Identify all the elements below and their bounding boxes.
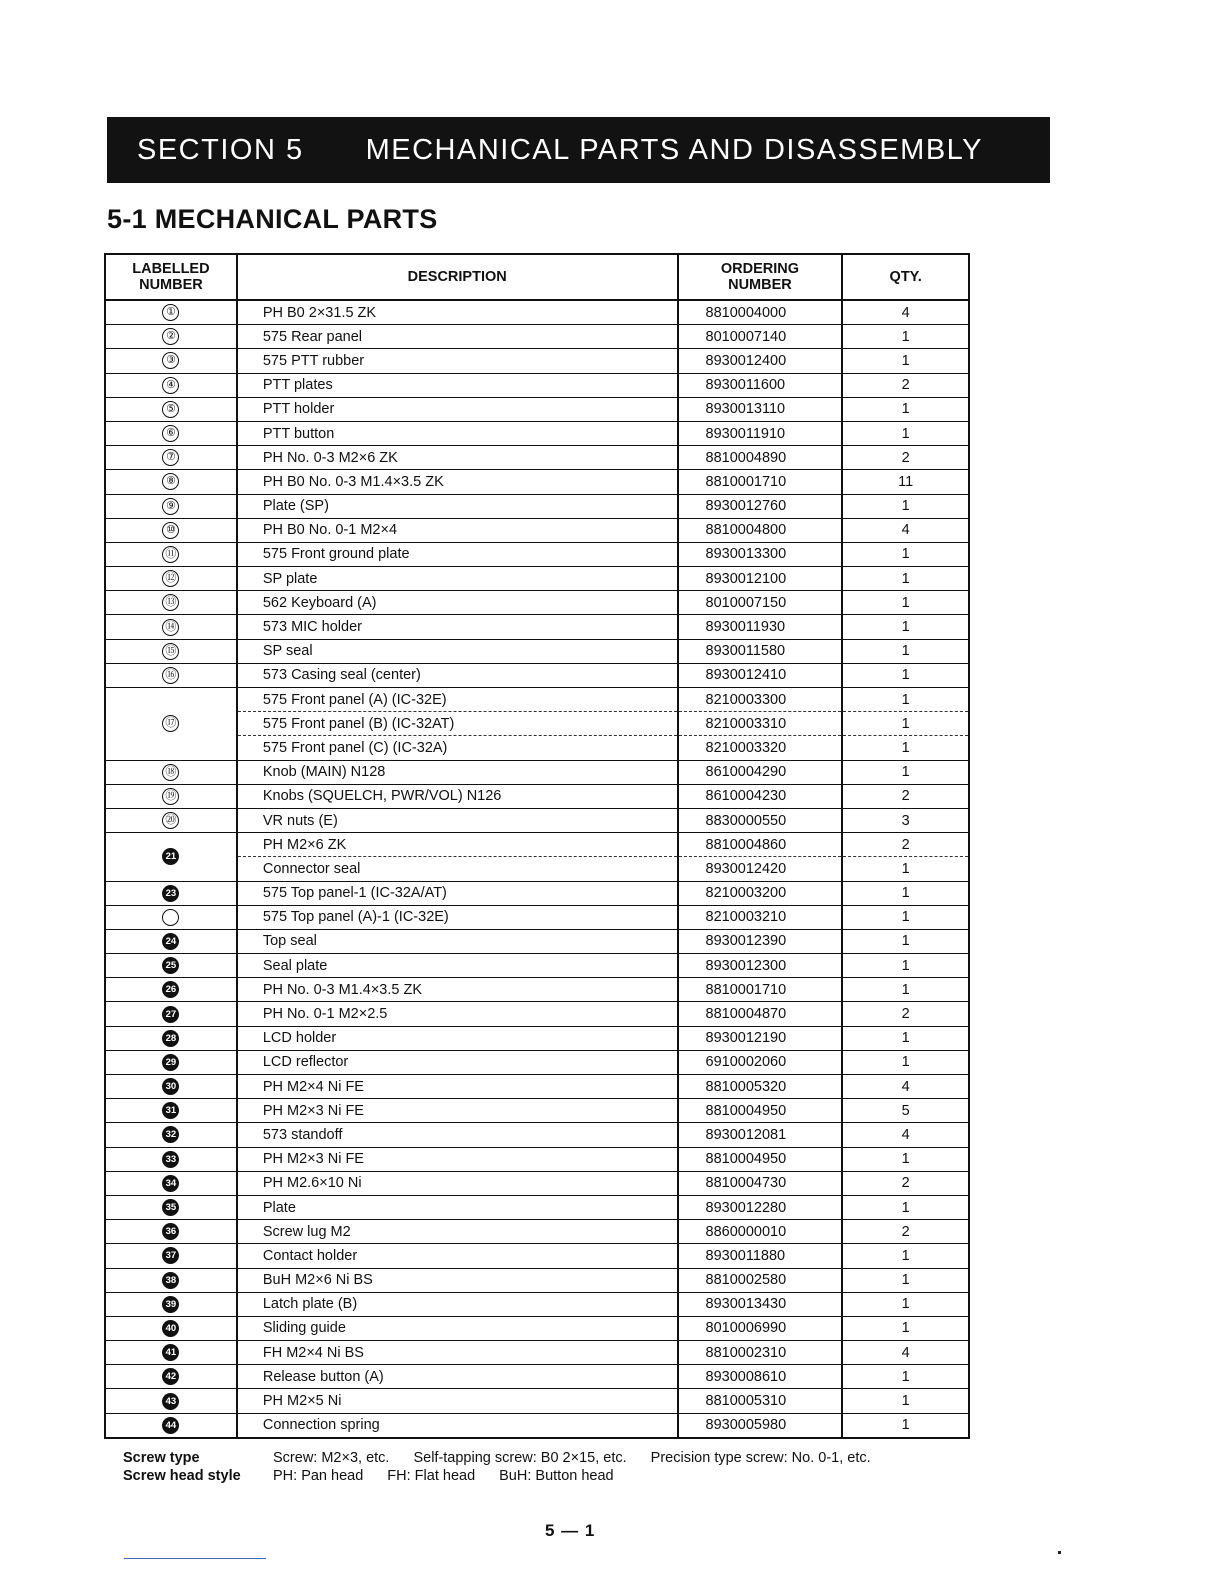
table-row (105, 639, 969, 663)
qty-cell: 1 (842, 760, 969, 784)
ordering-number-cell: 8210003210 (678, 905, 843, 929)
description-cell: LCD holder (237, 1026, 678, 1050)
labelled-number-cell (105, 1026, 237, 1050)
description-cell: PH B0 No. 0-3 M1.4×3.5 ZK (237, 470, 678, 494)
labelled-number-cell (105, 639, 237, 663)
circled-number: 23 (162, 885, 179, 902)
description-cell: PH M2×4 Ni FE (237, 1075, 678, 1099)
table-row (105, 905, 969, 929)
circled-number: 42 (162, 1368, 179, 1385)
circled-number: 28 (162, 1030, 179, 1047)
table-row (105, 446, 969, 470)
labelled-number-cell (105, 470, 237, 494)
qty-cell: 1 (842, 736, 969, 760)
qty-cell: 1 (842, 349, 969, 373)
description-cell: 575 Front ground plate (237, 542, 678, 566)
labelled-number-cell (105, 808, 237, 832)
circled-number: ⑪ (162, 546, 179, 563)
labelled-number-cell (105, 1123, 237, 1147)
ordering-number-cell: 8930011910 (678, 421, 843, 445)
description-cell: PH M2×3 Ni FE (237, 1147, 678, 1171)
labelled-number-cell (105, 1002, 237, 1026)
labelled-number-cell (105, 518, 237, 542)
ordering-number-cell: 8810004000 (678, 300, 843, 325)
head-style-row (123, 1467, 871, 1485)
notes (123, 1449, 871, 1485)
labelled-number-cell (105, 1244, 237, 1268)
ordering-number-cell: 8810001710 (678, 978, 843, 1002)
table-row (105, 470, 969, 494)
qty-cell: 1 (842, 688, 969, 712)
qty-cell: 4 (842, 1075, 969, 1099)
description-cell: Sliding guide (237, 1316, 678, 1340)
table-row (105, 542, 969, 566)
labelled-number-cell (105, 591, 237, 615)
qty-cell: 2 (842, 373, 969, 397)
ordering-number-cell: 8860000010 (678, 1220, 843, 1244)
ordering-number-cell: 8810002310 (678, 1341, 843, 1365)
ordering-number-cell: 8930012410 (678, 663, 843, 687)
ordering-number-cell: 8930011600 (678, 373, 843, 397)
description-cell: Knob (MAIN) N128 (237, 760, 678, 784)
ordering-number-cell: 8210003300 (678, 688, 843, 712)
description-cell: FH M2×4 Ni BS (237, 1341, 678, 1365)
ordering-number-cell: 8930012190 (678, 1026, 843, 1050)
labelled-number-cell (105, 373, 237, 397)
table-row (105, 1050, 969, 1074)
table-row (105, 1075, 969, 1099)
table-row (105, 615, 969, 639)
description-cell: SP seal (237, 639, 678, 663)
ordering-number-cell: 8930012400 (678, 349, 843, 373)
labelled-number-cell (105, 1365, 237, 1389)
description-cell: 575 Front panel (B) (IC-32AT) (237, 712, 678, 736)
circled-number: ⑧ (162, 473, 179, 490)
description-cell: 575 Rear panel (237, 325, 678, 349)
qty-cell: 1 (842, 857, 969, 881)
description-cell: PTT button (237, 421, 678, 445)
labelled-number-cell (105, 567, 237, 591)
labelled-number-cell (105, 1171, 237, 1195)
circled-number: 31 (162, 1102, 179, 1119)
labelled-number-cell (105, 421, 237, 445)
labelled-number-cell (105, 663, 237, 687)
qty-cell: 1 (842, 1316, 969, 1340)
ordering-number-cell: 6910002060 (678, 1050, 843, 1074)
subsection-heading: 5-1 MECHANICAL PARTS (107, 204, 438, 234)
circled-number: 30 (162, 1078, 179, 1095)
ordering-number-cell: 8810004870 (678, 1002, 843, 1026)
table-row (105, 567, 969, 591)
table-row (105, 421, 969, 445)
labelled-number-cell (105, 688, 237, 761)
section-banner (107, 117, 1050, 183)
description-cell: 573 MIC holder (237, 615, 678, 639)
qty-cell: 1 (842, 1147, 969, 1171)
description-cell: Release button (A) (237, 1365, 678, 1389)
table-row (105, 518, 969, 542)
circled-number: 37 (162, 1247, 179, 1264)
ordering-number-cell: 8810001710 (678, 470, 843, 494)
circled-number: ④ (162, 377, 179, 394)
description-cell: PTT holder (237, 397, 678, 421)
description-cell: PH No. 0-3 M2×6 ZK (237, 446, 678, 470)
table-row (105, 1341, 969, 1365)
circled-number: 41 (162, 1344, 179, 1361)
table-row (105, 978, 969, 1002)
qty-cell: 2 (842, 1220, 969, 1244)
description-cell: PH No. 0-1 M2×2.5 (237, 1002, 678, 1026)
description-cell: 562 Keyboard (A) (237, 591, 678, 615)
section-title: MECHANICAL PARTS AND DISASSEMBLY (365, 133, 984, 166)
labelled-number-cell (105, 1292, 237, 1316)
circled-number: ⑩ (162, 522, 179, 539)
qty-cell: 1 (842, 1244, 969, 1268)
labelled-number-cell (105, 1268, 237, 1292)
description-cell: Contact holder (237, 1244, 678, 1268)
circled-number: 21 (162, 848, 179, 865)
qty-cell: 1 (842, 905, 969, 929)
ordering-number-cell: 8930013300 (678, 542, 843, 566)
description-cell: 575 Top panel-1 (IC-32A/AT) (237, 881, 678, 905)
description-cell: 575 Top panel (A)-1 (IC-32E) (237, 905, 678, 929)
ordering-number-cell: 8010006990 (678, 1316, 843, 1340)
description-cell: PH M2×5 Ni (237, 1389, 678, 1413)
circled-number (162, 909, 179, 926)
ordering-number-cell: 8010007140 (678, 325, 843, 349)
ordering-number-cell: 8930005980 (678, 1413, 843, 1438)
table-row (105, 300, 969, 325)
qty-cell: 4 (842, 1123, 969, 1147)
qty-cell: 1 (842, 615, 969, 639)
ordering-number-cell: 8930013430 (678, 1292, 843, 1316)
table-row (105, 1389, 969, 1413)
ordering-number-cell: 8930012760 (678, 494, 843, 518)
description-cell: PH M2×6 ZK (237, 833, 678, 857)
circled-number: 29 (162, 1054, 179, 1071)
ordering-number-cell: 8930011930 (678, 615, 843, 639)
screw-type-label: Screw type (123, 1450, 200, 1466)
labelled-number-cell (105, 1195, 237, 1219)
head-style-1: PH: Pan head (273, 1468, 364, 1484)
ordering-number-cell: 8930008610 (678, 1365, 843, 1389)
description-cell: PTT plates (237, 373, 678, 397)
labelled-number-cell (105, 325, 237, 349)
table-row (105, 1365, 969, 1389)
description-cell: 573 standoff (237, 1123, 678, 1147)
table-row (105, 1195, 969, 1219)
table-row (105, 1147, 969, 1171)
ordering-number-cell: 8830000550 (678, 808, 843, 832)
table-body (105, 300, 969, 1438)
description-cell: 575 Front panel (A) (IC-32E) (237, 688, 678, 712)
qty-cell: 1 (842, 954, 969, 978)
description-cell: Connector seal (237, 857, 678, 881)
qty-cell: 1 (842, 542, 969, 566)
circled-number: ② (162, 328, 179, 345)
labelled-number-cell (105, 1316, 237, 1340)
labelled-number-cell (105, 300, 237, 325)
qty-cell: 4 (842, 518, 969, 542)
ordering-number-cell: 8810004800 (678, 518, 843, 542)
table-row (105, 881, 969, 905)
header-qty: QTY. (842, 254, 969, 300)
table-row (105, 1026, 969, 1050)
table-row (105, 954, 969, 978)
circled-number: 33 (162, 1151, 179, 1168)
table-row (105, 663, 969, 687)
ordering-number-cell: 8930011880 (678, 1244, 843, 1268)
description-cell: PH M2.6×10 Ni (237, 1171, 678, 1195)
ordering-number-cell: 8810005310 (678, 1389, 843, 1413)
qty-cell: 2 (842, 446, 969, 470)
qty-cell: 3 (842, 808, 969, 832)
circled-number: 34 (162, 1175, 179, 1192)
ordering-number-cell: 8210003200 (678, 881, 843, 905)
qty-cell: 2 (842, 1002, 969, 1026)
circled-number: 44 (162, 1417, 179, 1434)
ordering-number-cell: 8930012081 (678, 1123, 843, 1147)
qty-cell: 1 (842, 591, 969, 615)
labelled-number-cell (105, 1341, 237, 1365)
qty-cell: 4 (842, 300, 969, 325)
qty-cell: 1 (842, 1195, 969, 1219)
table-row (105, 325, 969, 349)
table-row (105, 494, 969, 518)
screw-type-row (123, 1449, 871, 1467)
qty-cell: 2 (842, 784, 969, 808)
qty-cell: 1 (842, 978, 969, 1002)
circled-number: ⑦ (162, 449, 179, 466)
ordering-number-cell: 8930012420 (678, 857, 843, 881)
qty-cell: 5 (842, 1099, 969, 1123)
qty-cell: 2 (842, 833, 969, 857)
description-cell: PH M2×3 Ni FE (237, 1099, 678, 1123)
circled-number: 40 (162, 1320, 179, 1337)
labelled-number-cell (105, 1413, 237, 1438)
page-number: 5 — 1 (545, 1521, 596, 1540)
qty-cell: 1 (842, 663, 969, 687)
section-number: SECTION 5 (137, 133, 304, 166)
labelled-number-cell (105, 1220, 237, 1244)
ordering-number-cell: 8210003320 (678, 736, 843, 760)
ordering-number-cell: 8930013110 (678, 397, 843, 421)
table-row (105, 1002, 969, 1026)
labelled-number-cell (105, 905, 237, 929)
qty-cell: 1 (842, 639, 969, 663)
circled-number: ⑱ (162, 764, 179, 781)
ordering-number-cell: 8210003310 (678, 712, 843, 736)
description-cell: SP plate (237, 567, 678, 591)
description-cell: 573 Casing seal (center) (237, 663, 678, 687)
description-cell: Connection spring (237, 1413, 678, 1438)
labelled-number-cell (105, 446, 237, 470)
ordering-number-cell: 8810004730 (678, 1171, 843, 1195)
qty-cell: 1 (842, 397, 969, 421)
circled-number: ⑭ (162, 619, 179, 636)
labelled-number-cell (105, 1147, 237, 1171)
circled-number: ⑲ (162, 788, 179, 805)
table-row (105, 1220, 969, 1244)
ordering-number-cell: 8610004230 (678, 784, 843, 808)
table-row (105, 1292, 969, 1316)
screw-type-1: Screw: M2×3, etc. (273, 1450, 390, 1466)
labelled-number-cell (105, 615, 237, 639)
circled-number: 38 (162, 1272, 179, 1289)
circled-number: ⑳ (162, 812, 179, 829)
table-row (105, 1099, 969, 1123)
circled-number: 27 (162, 1006, 179, 1023)
circled-number: 35 (162, 1199, 179, 1216)
table-row (105, 1316, 969, 1340)
header-description: DESCRIPTION (237, 254, 678, 300)
labelled-number-cell (105, 542, 237, 566)
qty-cell: 1 (842, 325, 969, 349)
qty-cell: 1 (842, 421, 969, 445)
description-cell: Seal plate (237, 954, 678, 978)
qty-cell: 4 (842, 1341, 969, 1365)
circled-number: ⑰ (162, 715, 179, 732)
table-row (105, 1171, 969, 1195)
circled-number: 24 (162, 933, 179, 950)
qty-cell: 1 (842, 1292, 969, 1316)
circled-number: ⑬ (162, 594, 179, 611)
qty-cell: 2 (842, 1171, 969, 1195)
circled-number: 39 (162, 1296, 179, 1313)
qty-cell: 1 (842, 1365, 969, 1389)
header-ordering-number: ORDERING NUMBER (678, 254, 843, 300)
labelled-number-cell (105, 784, 237, 808)
qty-cell: 1 (842, 1413, 969, 1438)
labelled-number-cell (105, 349, 237, 373)
labelled-number-cell (105, 1050, 237, 1074)
ordering-number-cell: 8610004290 (678, 760, 843, 784)
qty-cell: 1 (842, 881, 969, 905)
qty-cell: 1 (842, 712, 969, 736)
screw-type-3: Precision type screw: No. 0-1, etc. (650, 1450, 871, 1466)
description-cell: PH B0 No. 0-1 M2×4 (237, 518, 678, 542)
description-cell: PH B0 2×31.5 ZK (237, 300, 678, 325)
labelled-number-cell (105, 397, 237, 421)
table-row (105, 591, 969, 615)
ordering-number-cell: 8930012390 (678, 929, 843, 953)
labelled-number-cell (105, 954, 237, 978)
ordering-number-cell: 8930012300 (678, 954, 843, 978)
description-cell: Latch plate (B) (237, 1292, 678, 1316)
footer-rule (124, 1558, 266, 1559)
table-row (105, 784, 969, 808)
parts-table (104, 253, 970, 1439)
qty-cell: 1 (842, 567, 969, 591)
labelled-number-cell (105, 760, 237, 784)
table-row (105, 1413, 969, 1438)
head-style-3: BuH: Button head (499, 1468, 614, 1484)
ordering-number-cell: 8810004950 (678, 1099, 843, 1123)
table-row (105, 373, 969, 397)
head-style-2: FH: Flat head (387, 1468, 476, 1484)
circled-number: 36 (162, 1223, 179, 1240)
ordering-number-cell: 8010007150 (678, 591, 843, 615)
description-cell: LCD reflector (237, 1050, 678, 1074)
table-row (105, 1123, 969, 1147)
labelled-number-cell (105, 833, 237, 881)
table-header-row (105, 254, 969, 300)
qty-cell: 1 (842, 1050, 969, 1074)
circled-number: 25 (162, 957, 179, 974)
ordering-number-cell: 8810005320 (678, 1075, 843, 1099)
table-row (105, 808, 969, 832)
labelled-number-cell (105, 1075, 237, 1099)
circled-number: 43 (162, 1393, 179, 1410)
description-cell: 575 PTT rubber (237, 349, 678, 373)
table-row (105, 1244, 969, 1268)
ordering-number-cell: 8810004890 (678, 446, 843, 470)
circled-number: ⑤ (162, 401, 179, 418)
labelled-number-cell (105, 1099, 237, 1123)
qty-cell: 1 (842, 1026, 969, 1050)
labelled-number-cell (105, 929, 237, 953)
description-cell: Top seal (237, 929, 678, 953)
description-cell: VR nuts (E) (237, 808, 678, 832)
qty-cell: 11 (842, 470, 969, 494)
ordering-number-cell: 8810004860 (678, 833, 843, 857)
circled-number: ⑮ (162, 643, 179, 660)
head-style-label: Screw head style (123, 1468, 241, 1484)
description-cell: BuH M2×6 Ni BS (237, 1268, 678, 1292)
circled-number: 26 (162, 981, 179, 998)
ordering-number-cell: 8930011580 (678, 639, 843, 663)
circled-number: ⑥ (162, 425, 179, 442)
qty-cell: 1 (842, 1389, 969, 1413)
circled-number: ① (162, 304, 179, 321)
ordering-number-cell: 8810002580 (678, 1268, 843, 1292)
qty-cell: 1 (842, 494, 969, 518)
table-row (105, 929, 969, 953)
table-row (105, 397, 969, 421)
ordering-number-cell: 8810004950 (678, 1147, 843, 1171)
description-cell: Plate (SP) (237, 494, 678, 518)
description-cell: PH No. 0-3 M1.4×3.5 ZK (237, 978, 678, 1002)
table-row (105, 1268, 969, 1292)
circled-number: 32 (162, 1126, 179, 1143)
circled-number: ⑨ (162, 498, 179, 515)
description-cell: Screw lug M2 (237, 1220, 678, 1244)
labelled-number-cell (105, 978, 237, 1002)
qty-cell: 1 (842, 929, 969, 953)
screw-type-2: Self-tapping screw: B0 2×15, etc. (413, 1450, 627, 1466)
description-cell: Plate (237, 1195, 678, 1219)
labelled-number-cell (105, 494, 237, 518)
table-row (105, 833, 969, 857)
circled-number: ⑯ (162, 667, 179, 684)
description-cell: 575 Front panel (C) (IC-32A) (237, 736, 678, 760)
description-cell: Knobs (SQUELCH, PWR/VOL) N126 (237, 784, 678, 808)
labelled-number-cell (105, 1389, 237, 1413)
table-row (105, 349, 969, 373)
table-row (105, 688, 969, 712)
table-row (105, 760, 969, 784)
ordering-number-cell: 8930012100 (678, 567, 843, 591)
stray-mark (1058, 1551, 1061, 1554)
ordering-number-cell: 8930012280 (678, 1195, 843, 1219)
labelled-number-cell (105, 881, 237, 905)
header-labelled-number: LABELLED NUMBER (105, 254, 237, 300)
circled-number: ③ (162, 352, 179, 369)
qty-cell: 1 (842, 1268, 969, 1292)
circled-number: ⑫ (162, 570, 179, 587)
